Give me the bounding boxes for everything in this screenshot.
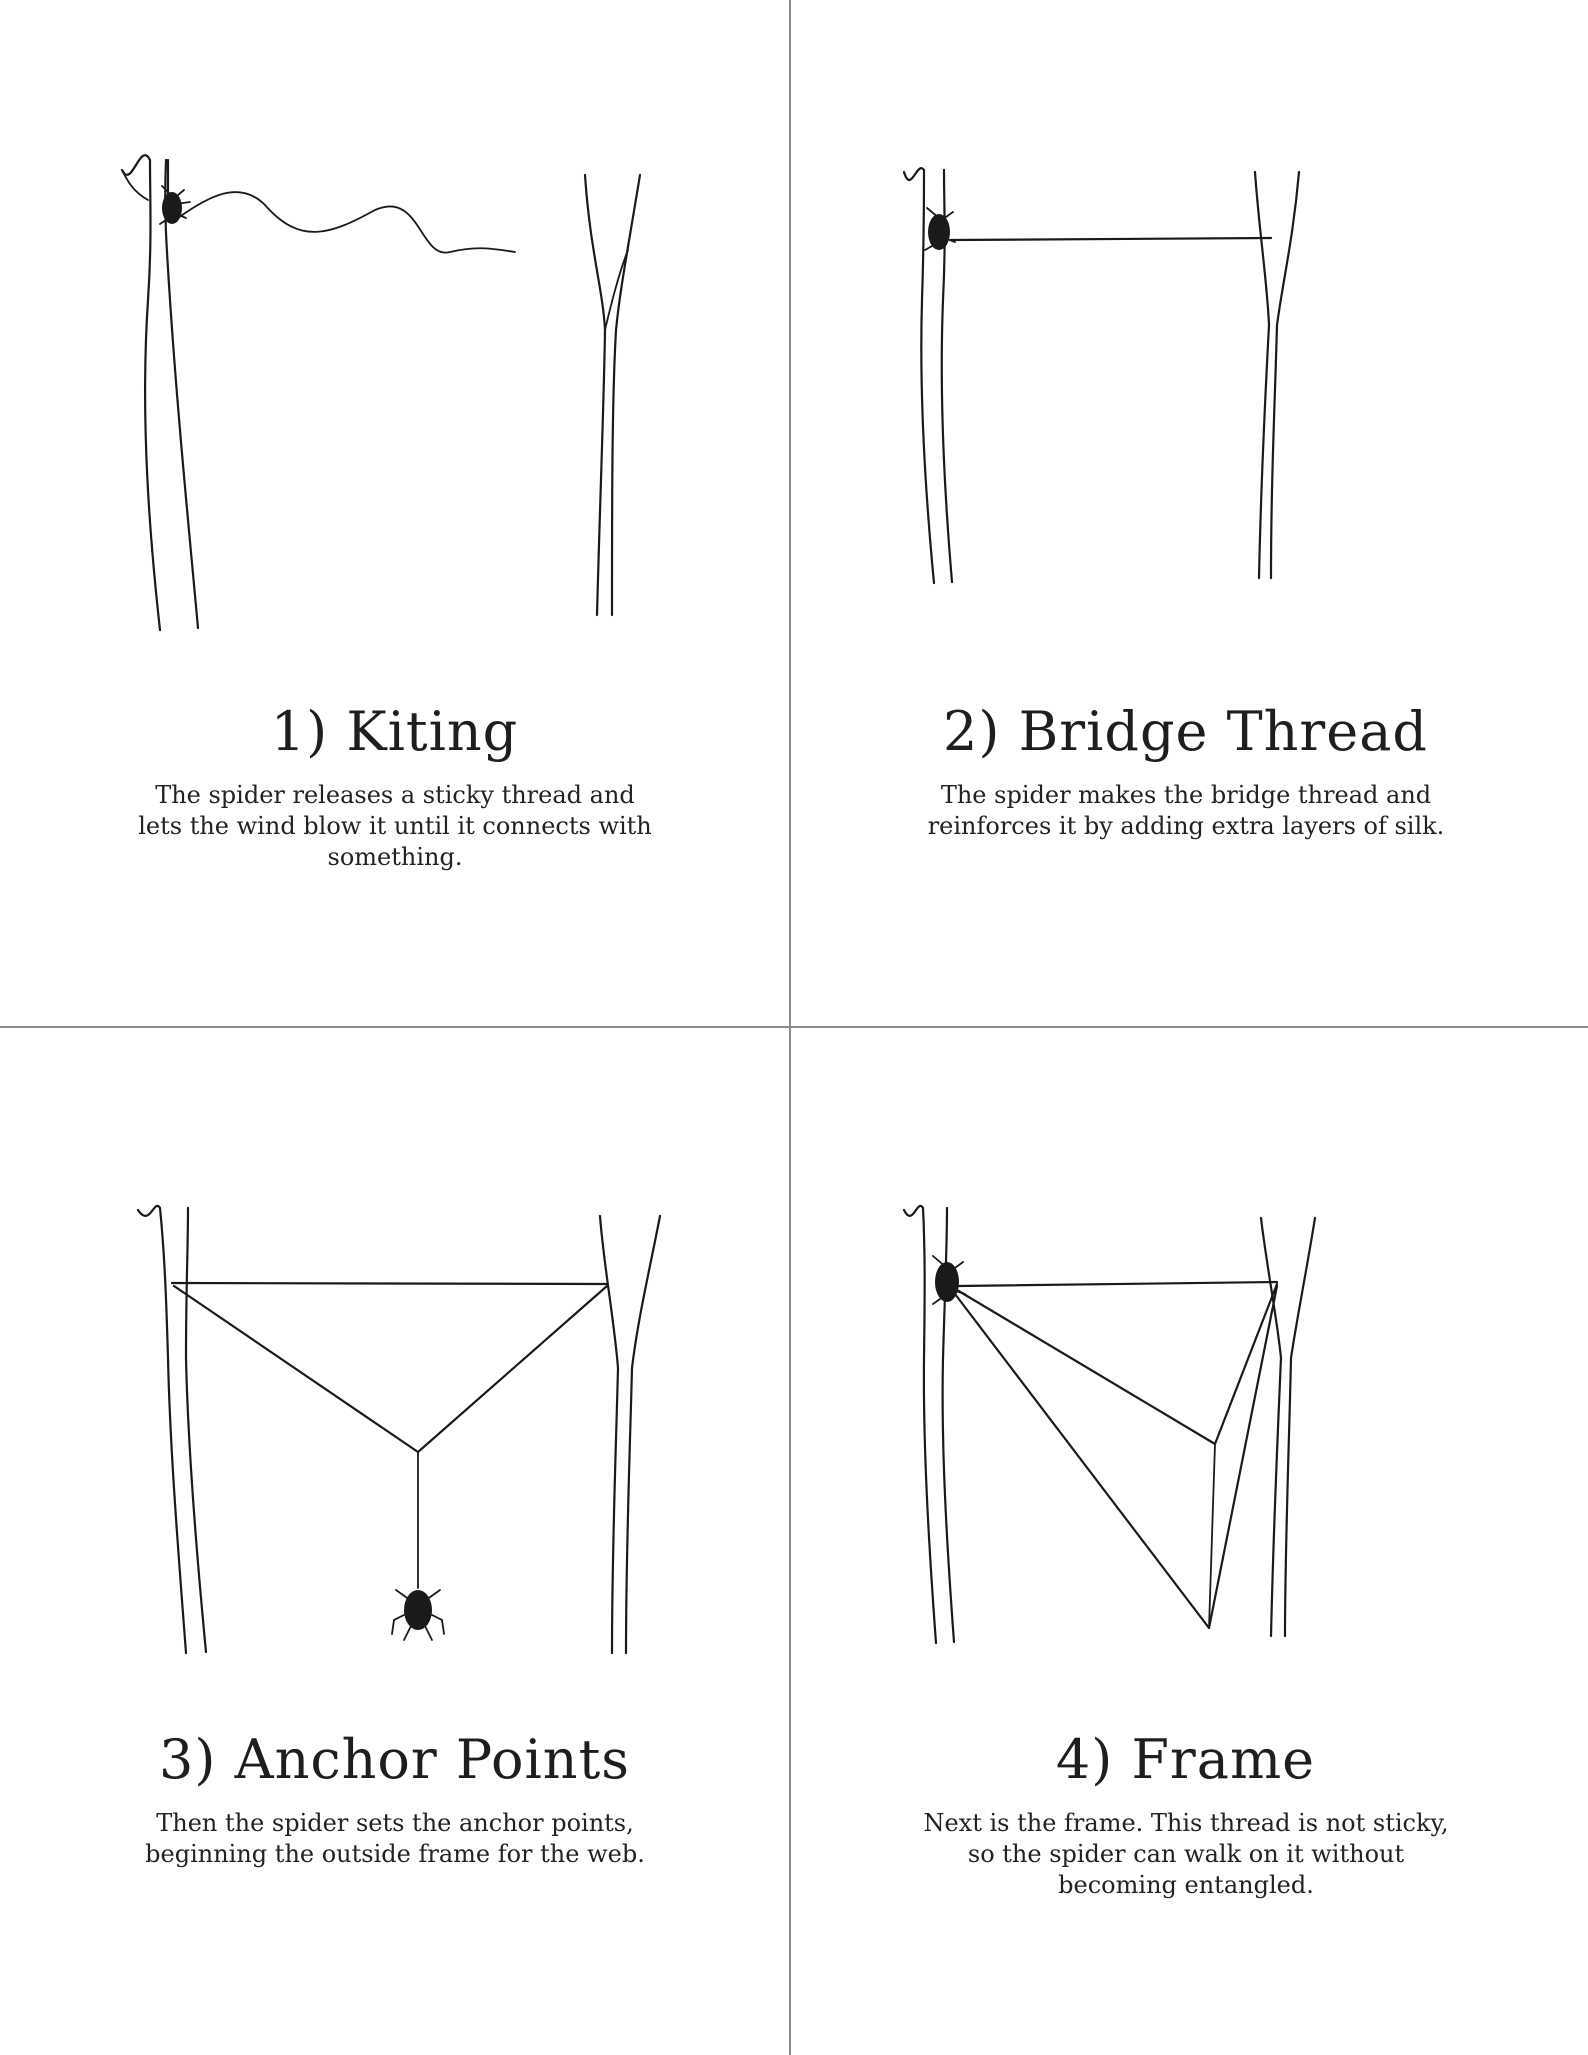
panel-title: 1) Kiting [270, 700, 519, 763]
frame-thread [959, 1282, 1277, 1286]
right-tree-branch [600, 1216, 660, 1653]
anchor-thread [172, 1283, 607, 1284]
frame-illustration [791, 1028, 1580, 1748]
spider-icon [933, 1256, 965, 1304]
anchor-thread [174, 1286, 607, 1452]
bridge-thread [951, 238, 1271, 240]
panel-title: 3) Anchor Points [159, 1728, 630, 1791]
spider-icon [392, 1590, 444, 1640]
panel-frame [791, 1028, 1580, 2054]
panel-title: 2) Bridge Thread [943, 700, 1428, 763]
frame-thread [957, 1284, 1277, 1444]
left-tree-branch [122, 155, 198, 630]
bridge-thread-illustration [791, 0, 1580, 690]
right-tree-branch [1255, 172, 1299, 578]
kiting-illustration [0, 0, 789, 690]
panel-anchor-points [0, 1028, 789, 2054]
frame-thread [955, 1286, 1277, 1628]
anchor-points-illustration [0, 1028, 789, 1748]
panel-title: 4) Frame [1055, 1728, 1316, 1791]
panel-description: Then the spider sets the anchor points, beginning the outside frame for the web. [145, 1809, 645, 1868]
silk-thread [178, 192, 515, 253]
panel-description: Next is the frame. This thread is not sticky, so the spider can walk on it without becoming entangled. [923, 1809, 1449, 1899]
right-tree-branch [585, 175, 640, 615]
panel-kiting [0, 0, 789, 1026]
right-tree-branch [1261, 1218, 1315, 1636]
spider-icon [925, 208, 955, 250]
panel-description: The spider releases a sticky thread and lets the wind blow it until it connects with something. [138, 781, 652, 871]
panel-description: The spider makes the bridge thread and reinforces it by adding extra layers of silk. [927, 781, 1445, 840]
panel-bridge-thread [791, 0, 1580, 1026]
left-tree-branch [138, 1206, 206, 1653]
